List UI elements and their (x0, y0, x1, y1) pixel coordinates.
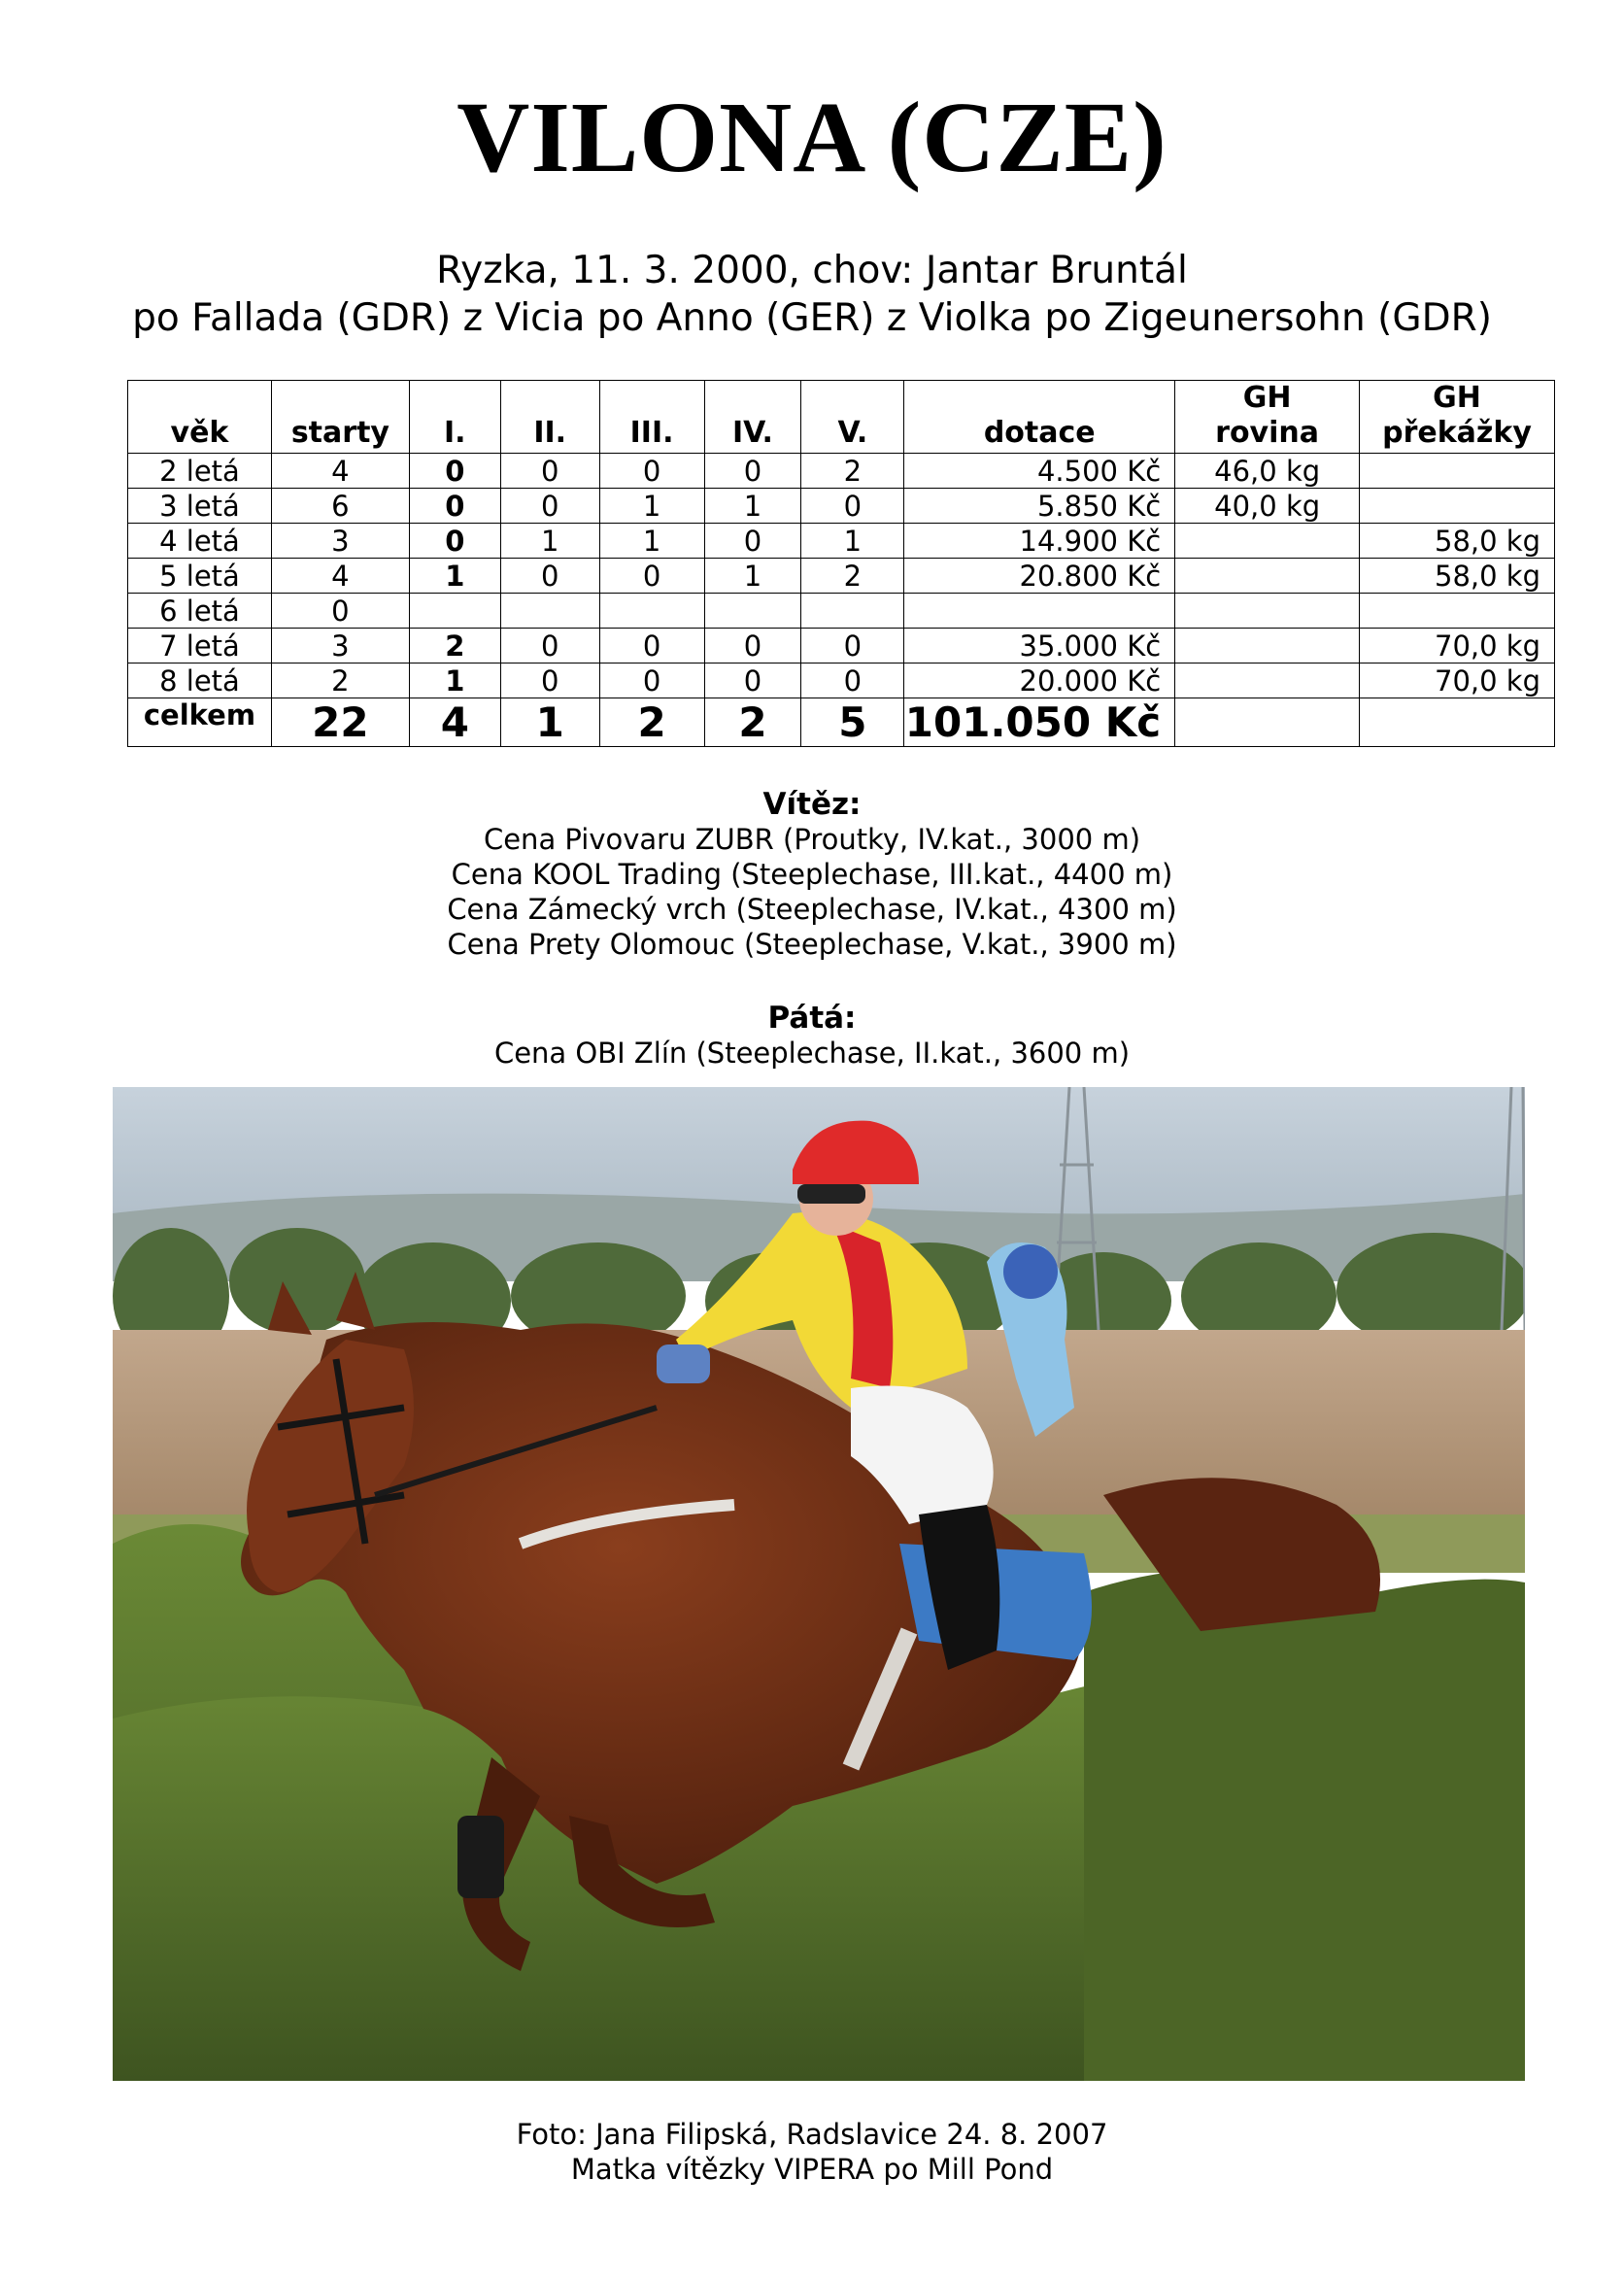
row-starts: 4 (271, 559, 409, 594)
row-gh-jump: 58,0 kg (1360, 559, 1555, 594)
row-fifth: 0 (801, 489, 904, 524)
row-third: 0 (599, 454, 704, 489)
total-label: celkem (128, 698, 272, 747)
steeplechase-photo (113, 1087, 1525, 2081)
total-second: 1 (500, 698, 599, 747)
row-first: 0 (409, 454, 500, 489)
table-row (128, 594, 1555, 629)
jockey-gloves (657, 1344, 710, 1383)
row-fifth: 2 (801, 559, 904, 594)
header-prize: dotace (904, 381, 1175, 454)
row-fifth: 1 (801, 524, 904, 559)
header-fourth: IV. (704, 381, 801, 454)
leg-boot (457, 1816, 504, 1898)
row-first: 0 (409, 524, 500, 559)
photo-credit: Foto: Jana Filipská, Radslavice 24. 8. 2007 (516, 2118, 1108, 2151)
photo-caption: Matka vítězky VIPERA po Mill Pond (570, 2153, 1054, 2186)
header-age: věk (128, 381, 272, 454)
row-second: 0 (500, 489, 599, 524)
page-title: VILONA (CZE) (457, 82, 1167, 193)
jockey-goggles (797, 1184, 865, 1204)
winner-race: Cena Zámecký vrch (Steeplechase, IV.kat., 4300 m) (447, 893, 1177, 926)
table-row (128, 454, 1555, 489)
row-second: 0 (500, 664, 599, 698)
row-fourth: 0 (704, 664, 801, 698)
row-age: 4 letá (128, 524, 272, 559)
row-starts: 3 (271, 629, 409, 664)
header-gh-flat: GH rovina (1175, 381, 1360, 454)
row-second: 1 (500, 524, 599, 559)
total-starts: 22 (271, 698, 409, 747)
row-fifth: 2 (801, 454, 904, 489)
total-fourth: 2 (704, 698, 801, 747)
row-gh-jump (1360, 489, 1555, 524)
row-prize (904, 594, 1175, 629)
row-age: 5 letá (128, 559, 272, 594)
hedge-right (1084, 1568, 1525, 2081)
row-fifth (801, 594, 904, 629)
row-gh-flat (1175, 629, 1360, 664)
row-fourth: 0 (704, 524, 801, 559)
row-gh-jump: 58,0 kg (1360, 524, 1555, 559)
row-first: 0 (409, 489, 500, 524)
row-first: 1 (409, 559, 500, 594)
row-gh-jump (1360, 594, 1555, 629)
row-gh-jump: 70,0 kg (1360, 664, 1555, 698)
row-gh-flat: 40,0 kg (1175, 489, 1360, 524)
row-third: 0 (599, 629, 704, 664)
total-prize: 101.050 Kč (904, 698, 1175, 747)
header-third: III. (599, 381, 704, 454)
row-fourth: 1 (704, 489, 801, 524)
header-starts: starty (271, 381, 409, 454)
total-first: 4 (409, 698, 500, 747)
row-age: 2 letá (128, 454, 272, 489)
header-first: I. (409, 381, 500, 454)
total-gh-flat (1175, 698, 1360, 747)
row-prize: 35.000 Kč (904, 629, 1175, 664)
race-record-table (127, 380, 1555, 747)
row-second: 0 (500, 559, 599, 594)
total-third: 2 (599, 698, 704, 747)
total-fifth: 5 (801, 698, 904, 747)
row-second: 0 (500, 629, 599, 664)
row-starts: 3 (271, 524, 409, 559)
row-gh-flat (1175, 594, 1360, 629)
row-second (500, 594, 599, 629)
row-fourth: 1 (704, 559, 801, 594)
table-row (128, 629, 1555, 664)
total-gh-jump (1360, 698, 1555, 747)
row-prize: 14.900 Kč (904, 524, 1175, 559)
table-row (128, 524, 1555, 559)
row-age: 6 letá (128, 594, 272, 629)
row-age: 7 letá (128, 629, 272, 664)
row-third: 0 (599, 664, 704, 698)
row-third: 1 (599, 489, 704, 524)
winner-race: Cena Prety Olomouc (Steeplechase, V.kat., 3900 m) (447, 928, 1177, 961)
row-starts: 2 (271, 664, 409, 698)
table-total-row (128, 698, 1555, 747)
winner-race: Cena Pivovaru ZUBR (Proutky, IV.kat., 3000 m) (483, 823, 1141, 856)
row-first: 2 (409, 629, 500, 664)
row-fourth (704, 594, 801, 629)
row-first (409, 594, 500, 629)
table-row (128, 559, 1555, 594)
header-gh-jump: GH překážky (1360, 381, 1555, 454)
header-fifth: V. (801, 381, 904, 454)
row-gh-flat: 46,0 kg (1175, 454, 1360, 489)
row-second: 0 (500, 454, 599, 489)
winner-race: Cena KOOL Trading (Steeplechase, III.kat., 4400 m) (451, 858, 1173, 891)
row-starts: 0 (271, 594, 409, 629)
fifth-race: Cena OBI Zlín (Steeplechase, II.kat., 3600 m) (493, 1037, 1131, 1070)
winner-section (0, 787, 1624, 962)
row-prize: 4.500 Kč (904, 454, 1175, 489)
horse-info: Ryzka, 11. 3. 2000, chov: Jantar Bruntál (436, 249, 1188, 292)
row-gh-flat (1175, 524, 1360, 559)
row-starts: 4 (271, 454, 409, 489)
pedigree: po Fallada (GDR) z Vicia po Anno (GER) z Violka po Zigeunersohn (GDR) (132, 296, 1492, 340)
row-starts: 6 (271, 489, 409, 524)
row-age: 3 letá (128, 489, 272, 524)
row-gh-flat (1175, 559, 1360, 594)
winner-heading: Vítěz: (762, 787, 862, 822)
row-fourth: 0 (704, 629, 801, 664)
table-header (128, 381, 1555, 454)
row-fifth: 0 (801, 629, 904, 664)
row-gh-jump: 70,0 kg (1360, 629, 1555, 664)
row-gh-flat (1175, 664, 1360, 698)
fifth-heading: Pátá: (767, 1001, 857, 1036)
row-first: 1 (409, 664, 500, 698)
table-row (128, 664, 1555, 698)
row-third (599, 594, 704, 629)
row-fourth: 0 (704, 454, 801, 489)
table-row (128, 489, 1555, 524)
row-third: 1 (599, 524, 704, 559)
header-second: II. (500, 381, 599, 454)
row-prize: 5.850 Kč (904, 489, 1175, 524)
row-fifth: 0 (801, 664, 904, 698)
fifth-section (0, 1001, 1624, 1071)
row-prize: 20.000 Kč (904, 664, 1175, 698)
row-prize: 20.800 Kč (904, 559, 1175, 594)
row-gh-jump (1360, 454, 1555, 489)
row-age: 8 letá (128, 664, 272, 698)
row-third: 0 (599, 559, 704, 594)
